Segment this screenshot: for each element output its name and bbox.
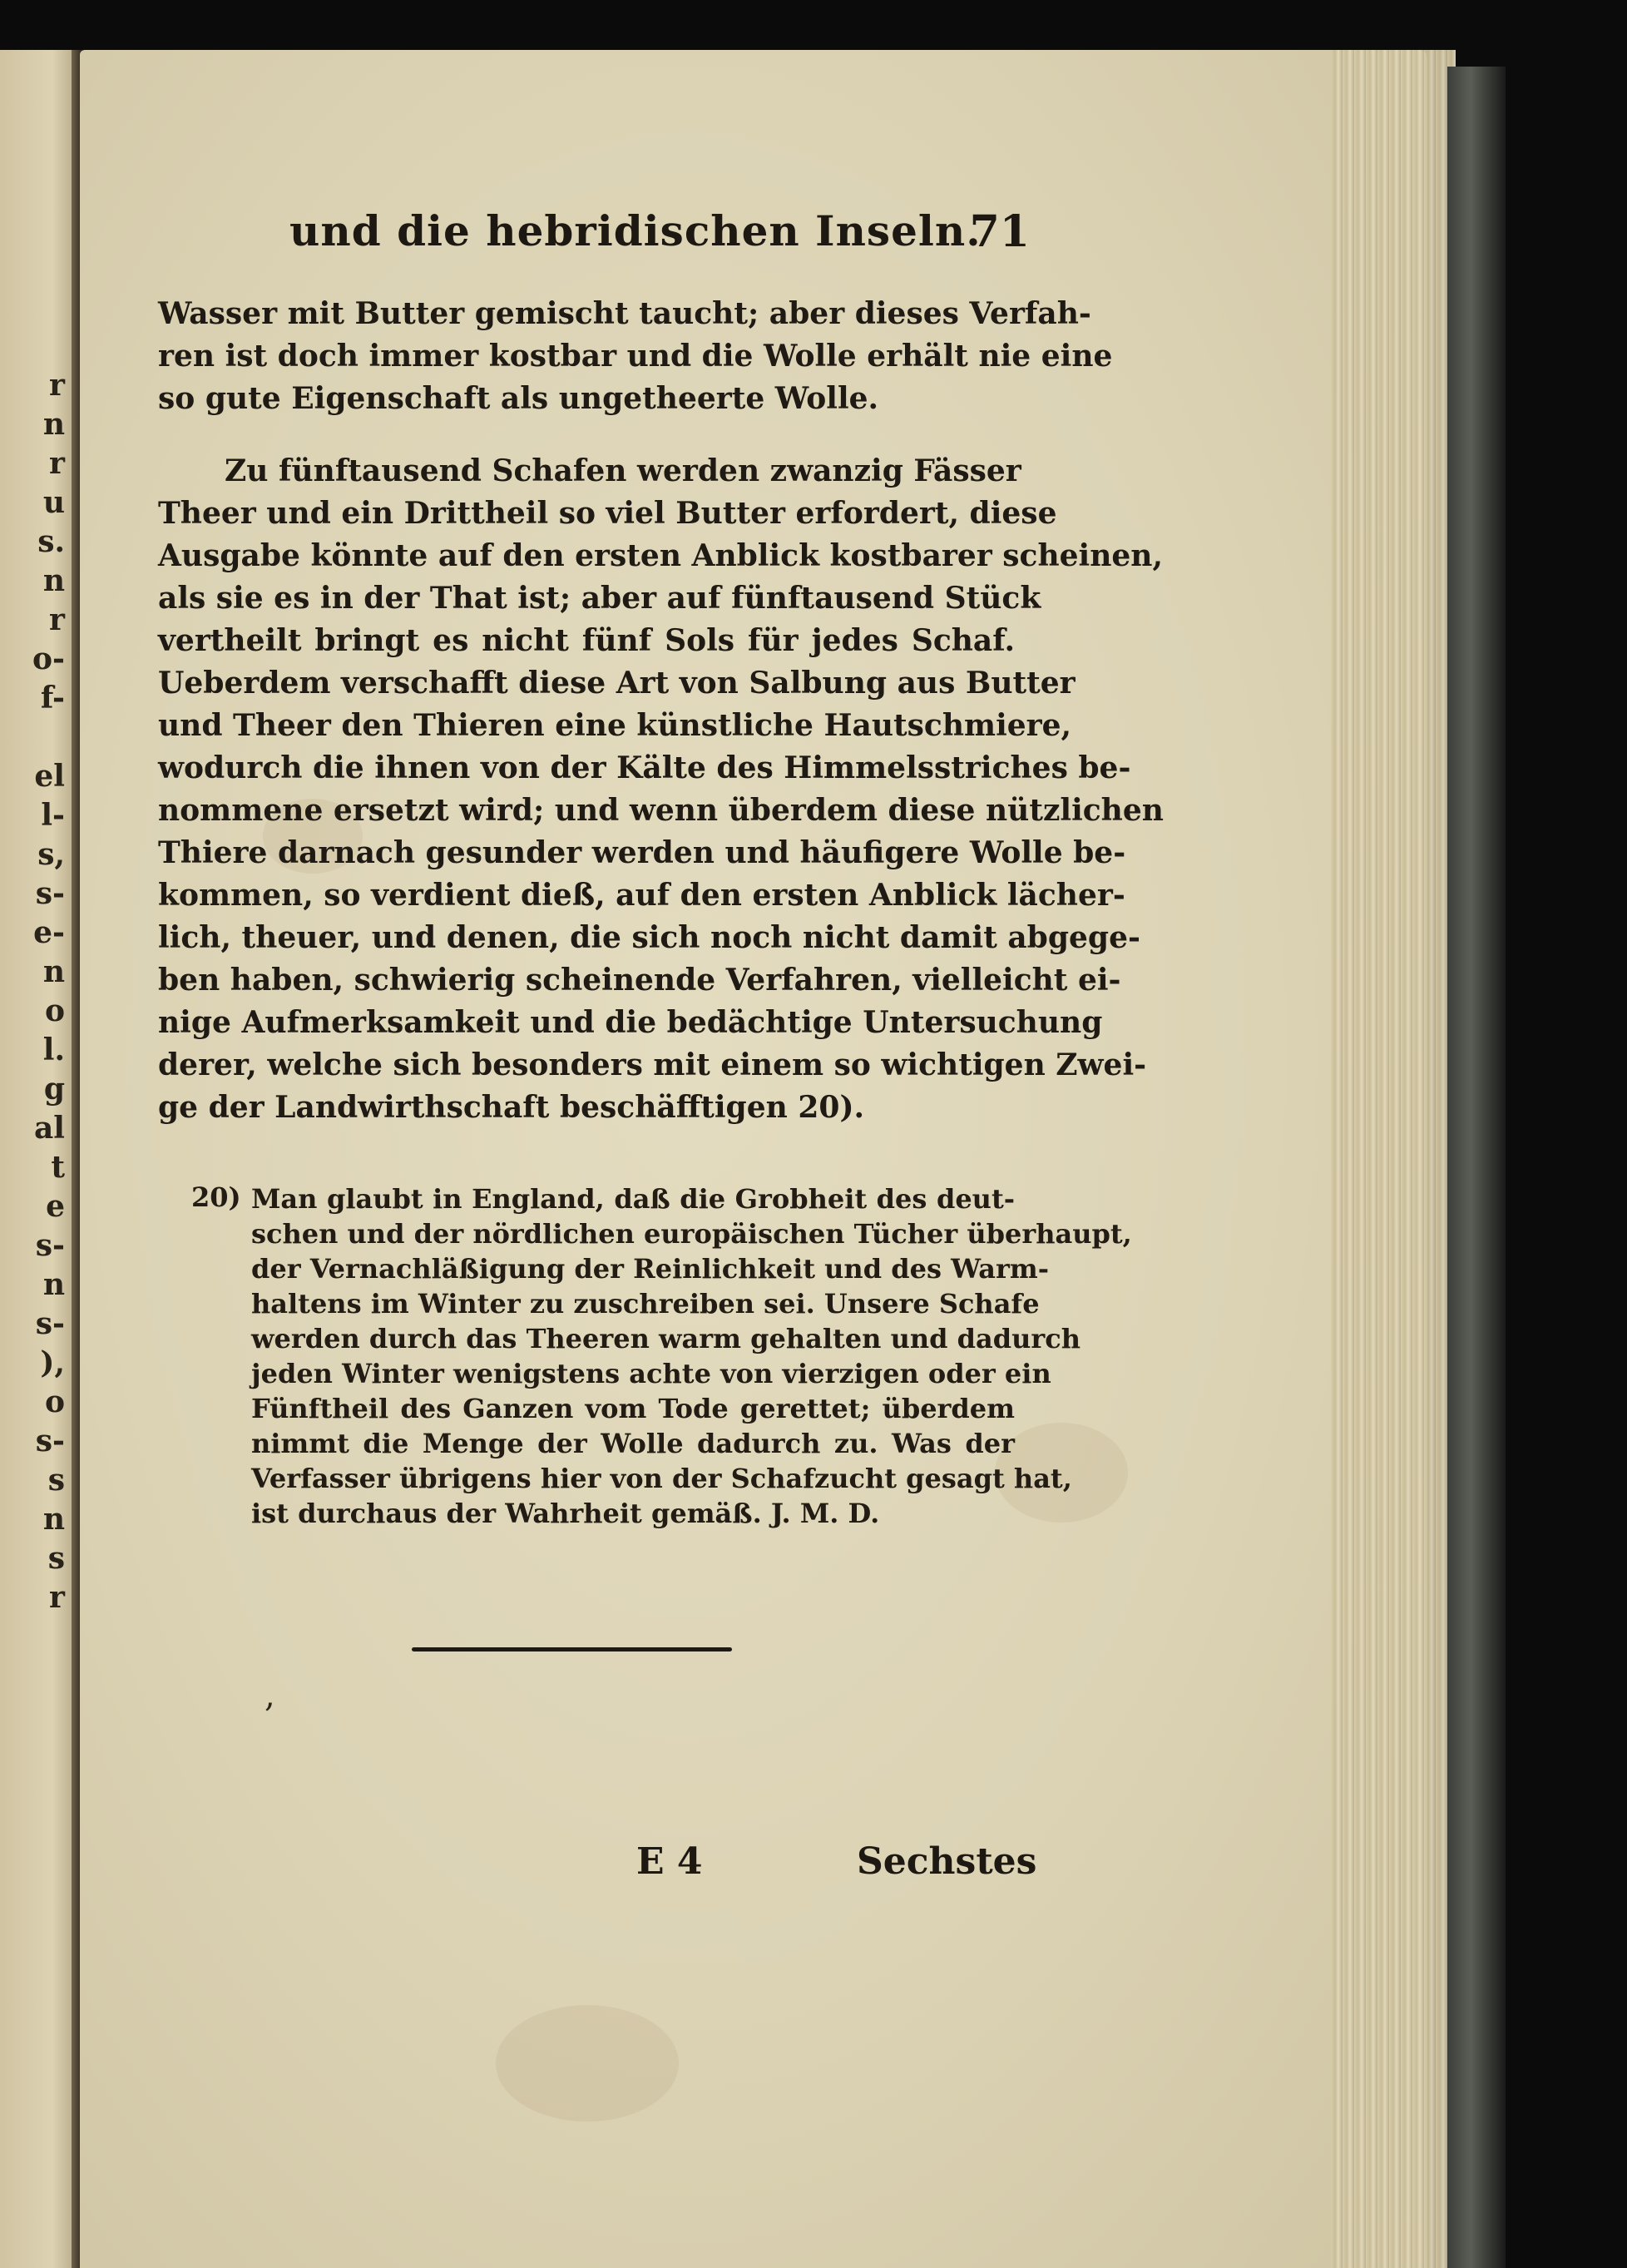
section-rule — [412, 1647, 732, 1651]
margin-fragment: l. — [42, 1032, 65, 1067]
margin-fragment: s- — [35, 876, 65, 911]
margin-fragment: al — [33, 1111, 65, 1146]
text-line: ben haben, schwierig scheinende Verfahren, vielleicht ei- — [158, 963, 1121, 998]
printer-signature: E 4 — [636, 1840, 703, 1883]
footnote-line: haltens im Winter zu zuschreiben sei. Unsere Schafe — [251, 1288, 1040, 1320]
footnote-marker: 20) — [191, 1181, 241, 1213]
text-line: kommen, so verdient dieß, auf den ersten Anblick lächer- — [158, 878, 1125, 913]
paragraph-2 — [158, 450, 1164, 1129]
margin-fragment: s- — [35, 1306, 65, 1341]
footnote-line: Man glaubt in England, daß die Grobheit des deut- — [251, 1183, 1015, 1215]
text-line: lich, theuer, und denen, die sich noch nicht damit abgege- — [158, 920, 1140, 955]
margin-fragment: r — [49, 1580, 65, 1615]
stray-ink-mark: , — [265, 1676, 275, 1715]
text-line: nommene ersetzt wird; und wenn überdem diese nützlichen — [158, 793, 1164, 828]
margin-fragment: l- — [41, 798, 65, 833]
margin-fragment: g — [43, 1072, 65, 1107]
text-line: wodurch die ihnen von der Kälte des Himmelsstriches be- — [158, 750, 1131, 785]
main-text — [158, 293, 1164, 1129]
running-head — [289, 206, 1030, 273]
footnote-line: der Vernachläßigung der Reinlichkeit und des Warm- — [251, 1253, 1049, 1285]
margin-fragment — [7, 718, 65, 757]
margin-fragment: r — [49, 368, 65, 403]
text-line: Theer und ein Drittheil so viel Butter erfordert, diese — [158, 496, 1057, 531]
margin-fragment: ), — [40, 1345, 65, 1380]
margin-fragment: s — [47, 1463, 65, 1498]
margin-fragment: el — [34, 759, 65, 794]
text-line: so gute Eigenschaft als ungetheerte Wolle. — [158, 381, 879, 416]
text-line: derer, welche sich besonders mit einem so wichtigen Zwei- — [158, 1047, 1147, 1082]
margin-fragment: n — [42, 954, 65, 989]
margin-fragment: e- — [33, 915, 65, 950]
margin-fragment: f- — [40, 681, 65, 716]
footnote-line: Verfasser übrigens hier von der Schafzucht gesagt hat, — [251, 1463, 1072, 1494]
page-fore-edge — [1331, 50, 1456, 2268]
footnote-line: werden durch das Theeren warm gehalten und dadurch — [251, 1323, 1081, 1354]
margin-fragment: o — [44, 1384, 65, 1419]
margin-fragment: o — [44, 993, 65, 1028]
footnote-line: nimmt die Menge der Wolle dadurch zu. Was der — [251, 1428, 1015, 1459]
margin-fragment: s- — [35, 1424, 65, 1458]
text-line: Thiere darnach gesunder werden und häufigere Wolle be- — [158, 835, 1126, 870]
footnote-line: jeden Winter wenigstens achte von vierzigen oder ein — [251, 1358, 1051, 1389]
facing-page-edge — [0, 50, 75, 2268]
margin-fragment: s. — [37, 524, 65, 559]
text-line: als sie es in der That ist; aber auf fünftausend Stück — [158, 581, 1041, 616]
footnote-line: ist durchaus der Wahrheit gemäß. J. M. D. — [251, 1498, 880, 1529]
text-line: Ueberdem verschafft diese Art von Salbung aus Butter — [158, 666, 1076, 701]
paragraph-1 — [158, 293, 1113, 420]
text-line: ge der Landwirthschaft beschäfftigen 20). — [158, 1090, 865, 1125]
text-line: Wasser mit Butter gemischt taucht; aber dieses Verfah- — [158, 296, 1091, 331]
margin-fragment: s — [47, 1541, 65, 1576]
text-line: nige Aufmerksamkeit und die bedächtige Untersuchung — [158, 1005, 1103, 1040]
footnote-line: Fünftheil des Ganzen vom Tode gerettet; überdem — [251, 1393, 1015, 1424]
catchword: Sechstes — [857, 1840, 1037, 1883]
book-cover-edge — [1447, 67, 1506, 2268]
running-head-title: und die hebridischen Inseln. — [289, 206, 982, 255]
text-line: ren ist doch immer kostbar und die Wolle erhält nie eine — [158, 339, 1113, 374]
margin-fragment: s, — [37, 837, 65, 872]
margin-fragment: e — [46, 1189, 65, 1224]
margin-fragment: u — [42, 485, 65, 520]
text-line: Zu fünftausend Schafen werden zwanzig Fässer — [225, 453, 1021, 488]
margin-fragment: n — [42, 563, 65, 598]
footnote — [191, 1181, 1132, 1531]
margin-fragment: r — [49, 602, 65, 637]
margin-fragment: n — [42, 1267, 65, 1302]
margin-fragment: o- — [32, 641, 65, 676]
page-number: 71 — [969, 206, 1030, 257]
margin-fragment: n — [42, 407, 65, 442]
footnote-line: schen und der nördlichen europäischen Tücher überhaupt, — [251, 1218, 1132, 1250]
text-line: und Theer den Thieren eine künstliche Hautschmiere, — [158, 708, 1072, 743]
facing-page-margin-fragments — [7, 366, 65, 1617]
margin-fragment: n — [42, 1502, 65, 1537]
margin-fragment: r — [49, 446, 65, 481]
text-line: Ausgabe könnte auf den ersten Anblick kostbarer scheinen, — [158, 538, 1164, 573]
foxing-spot — [496, 2005, 679, 2122]
margin-fragment: t — [51, 1150, 65, 1185]
text-line: vertheilt bringt es nicht fünf Sols für jedes Schaf. — [158, 623, 1015, 658]
margin-fragment: s- — [35, 1228, 65, 1263]
